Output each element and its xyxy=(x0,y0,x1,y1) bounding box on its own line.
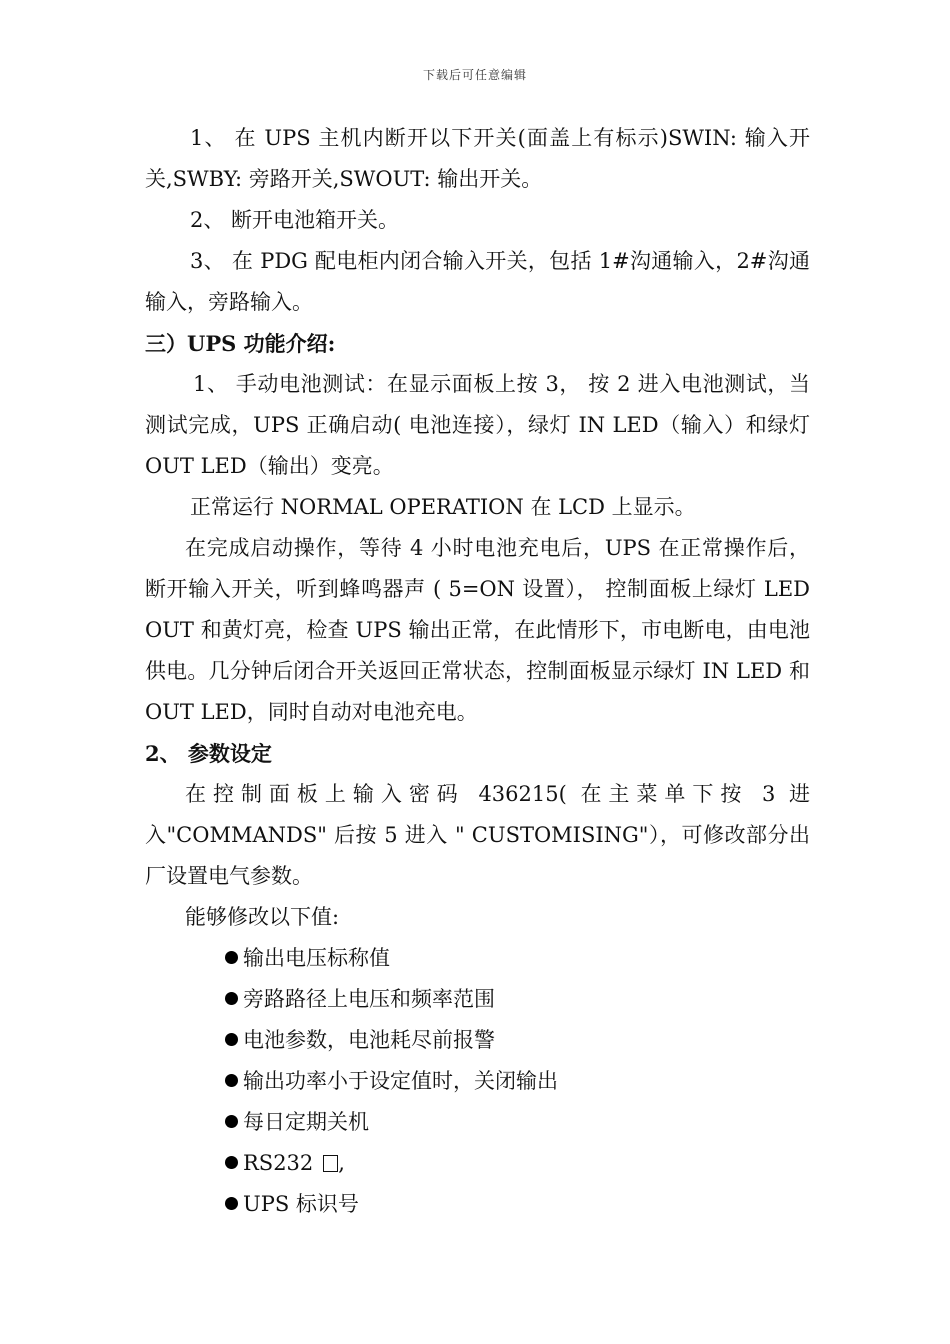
paragraph-step-1: 1、 在 UPS 主机内断开以下开关(面盖上有标示)SWIN: 输入开关,SWBY: 旁路开关,SWOUT: 输出开关。 xyxy=(145,126,810,191)
page-header: 下载后可任意编辑 xyxy=(422,68,527,82)
list-item xyxy=(145,979,810,1020)
filled-circle-icon xyxy=(225,1156,238,1169)
list-item-suffix: , xyxy=(338,1151,345,1175)
paragraph-step-3: 3、 在 PDG 配电柜内闭合输入开关，包括 1#沟通输入，2#沟通输入，旁路输入。 xyxy=(145,249,810,314)
list-item xyxy=(145,1143,810,1184)
paragraph-password: 在控制面板上输入密码 436215( 在主菜单下按 3 进入"COMMANDS" 后按 5 进入 " CUSTOMISING"），可修改部分出厂设置电气参数。 xyxy=(145,782,810,888)
list-item xyxy=(145,1020,810,1061)
list-item-text: 输出功率小于设定值时，关闭输出 xyxy=(243,1069,558,1093)
paragraph-startup-check: 在完成启动操作，等待 4 小时电池充电后，UPS 在正常操作后， 断开输入开关，听到蜂鸣器声 ( 5=ON 设置）， 控制面板上绿灯 LED OUT 和黄灯亮，检查 UPS 输出正常，在此情形下，市电断电，由电池供电。几分钟后闭合开关返回正常状态，控制面板显示绿灯 IN LED 和 OUT LED，同时自动对电池充电。 xyxy=(145,536,810,724)
parameter-list xyxy=(145,938,810,1225)
paragraph-modifiable: 能够修改以下值: xyxy=(185,905,340,929)
paragraph-step-2: 2、 断开电池箱开关。 xyxy=(190,208,400,232)
empty-square-icon xyxy=(323,1155,338,1172)
list-item xyxy=(145,938,810,979)
list-item-text: UPS 标识号 xyxy=(243,1192,359,1216)
filled-circle-icon xyxy=(225,1115,238,1128)
filled-circle-icon xyxy=(225,1074,238,1087)
list-item xyxy=(145,1102,810,1143)
list-item xyxy=(145,1184,810,1225)
filled-circle-icon xyxy=(225,1033,238,1046)
filled-circle-icon xyxy=(225,951,238,964)
list-item-text: RS232 xyxy=(243,1151,314,1175)
section-heading-ups-functions: 三）UPS 功能介绍: xyxy=(145,331,336,356)
list-item-text: 旁路路径上电压和频率范围 xyxy=(243,987,495,1011)
paragraph-normal-operation: 正常运行 NORMAL OPERATION 在 LCD 上显示。 xyxy=(190,495,696,519)
list-item-text: 电池参数，电池耗尽前报警 xyxy=(243,1028,495,1052)
filled-circle-icon xyxy=(225,1197,238,1210)
paragraph-battery-test: 1、 手动电池测试：在显示面板上按 3， 按 2 进入电池测试，当测试完成，UPS 正确启动( 电池连接），绿灯 IN LED（输入）和绿灯 OUT LED（输出）变亮。 xyxy=(145,372,810,478)
section-heading-parameters: 2、 参数设定 xyxy=(145,741,272,766)
filled-circle-icon xyxy=(225,992,238,1005)
list-item-text: 输出电压标称值 xyxy=(243,946,390,970)
list-item xyxy=(145,1061,810,1102)
list-item-text: 每日定期关机 xyxy=(243,1110,369,1134)
document-body xyxy=(145,118,810,1225)
